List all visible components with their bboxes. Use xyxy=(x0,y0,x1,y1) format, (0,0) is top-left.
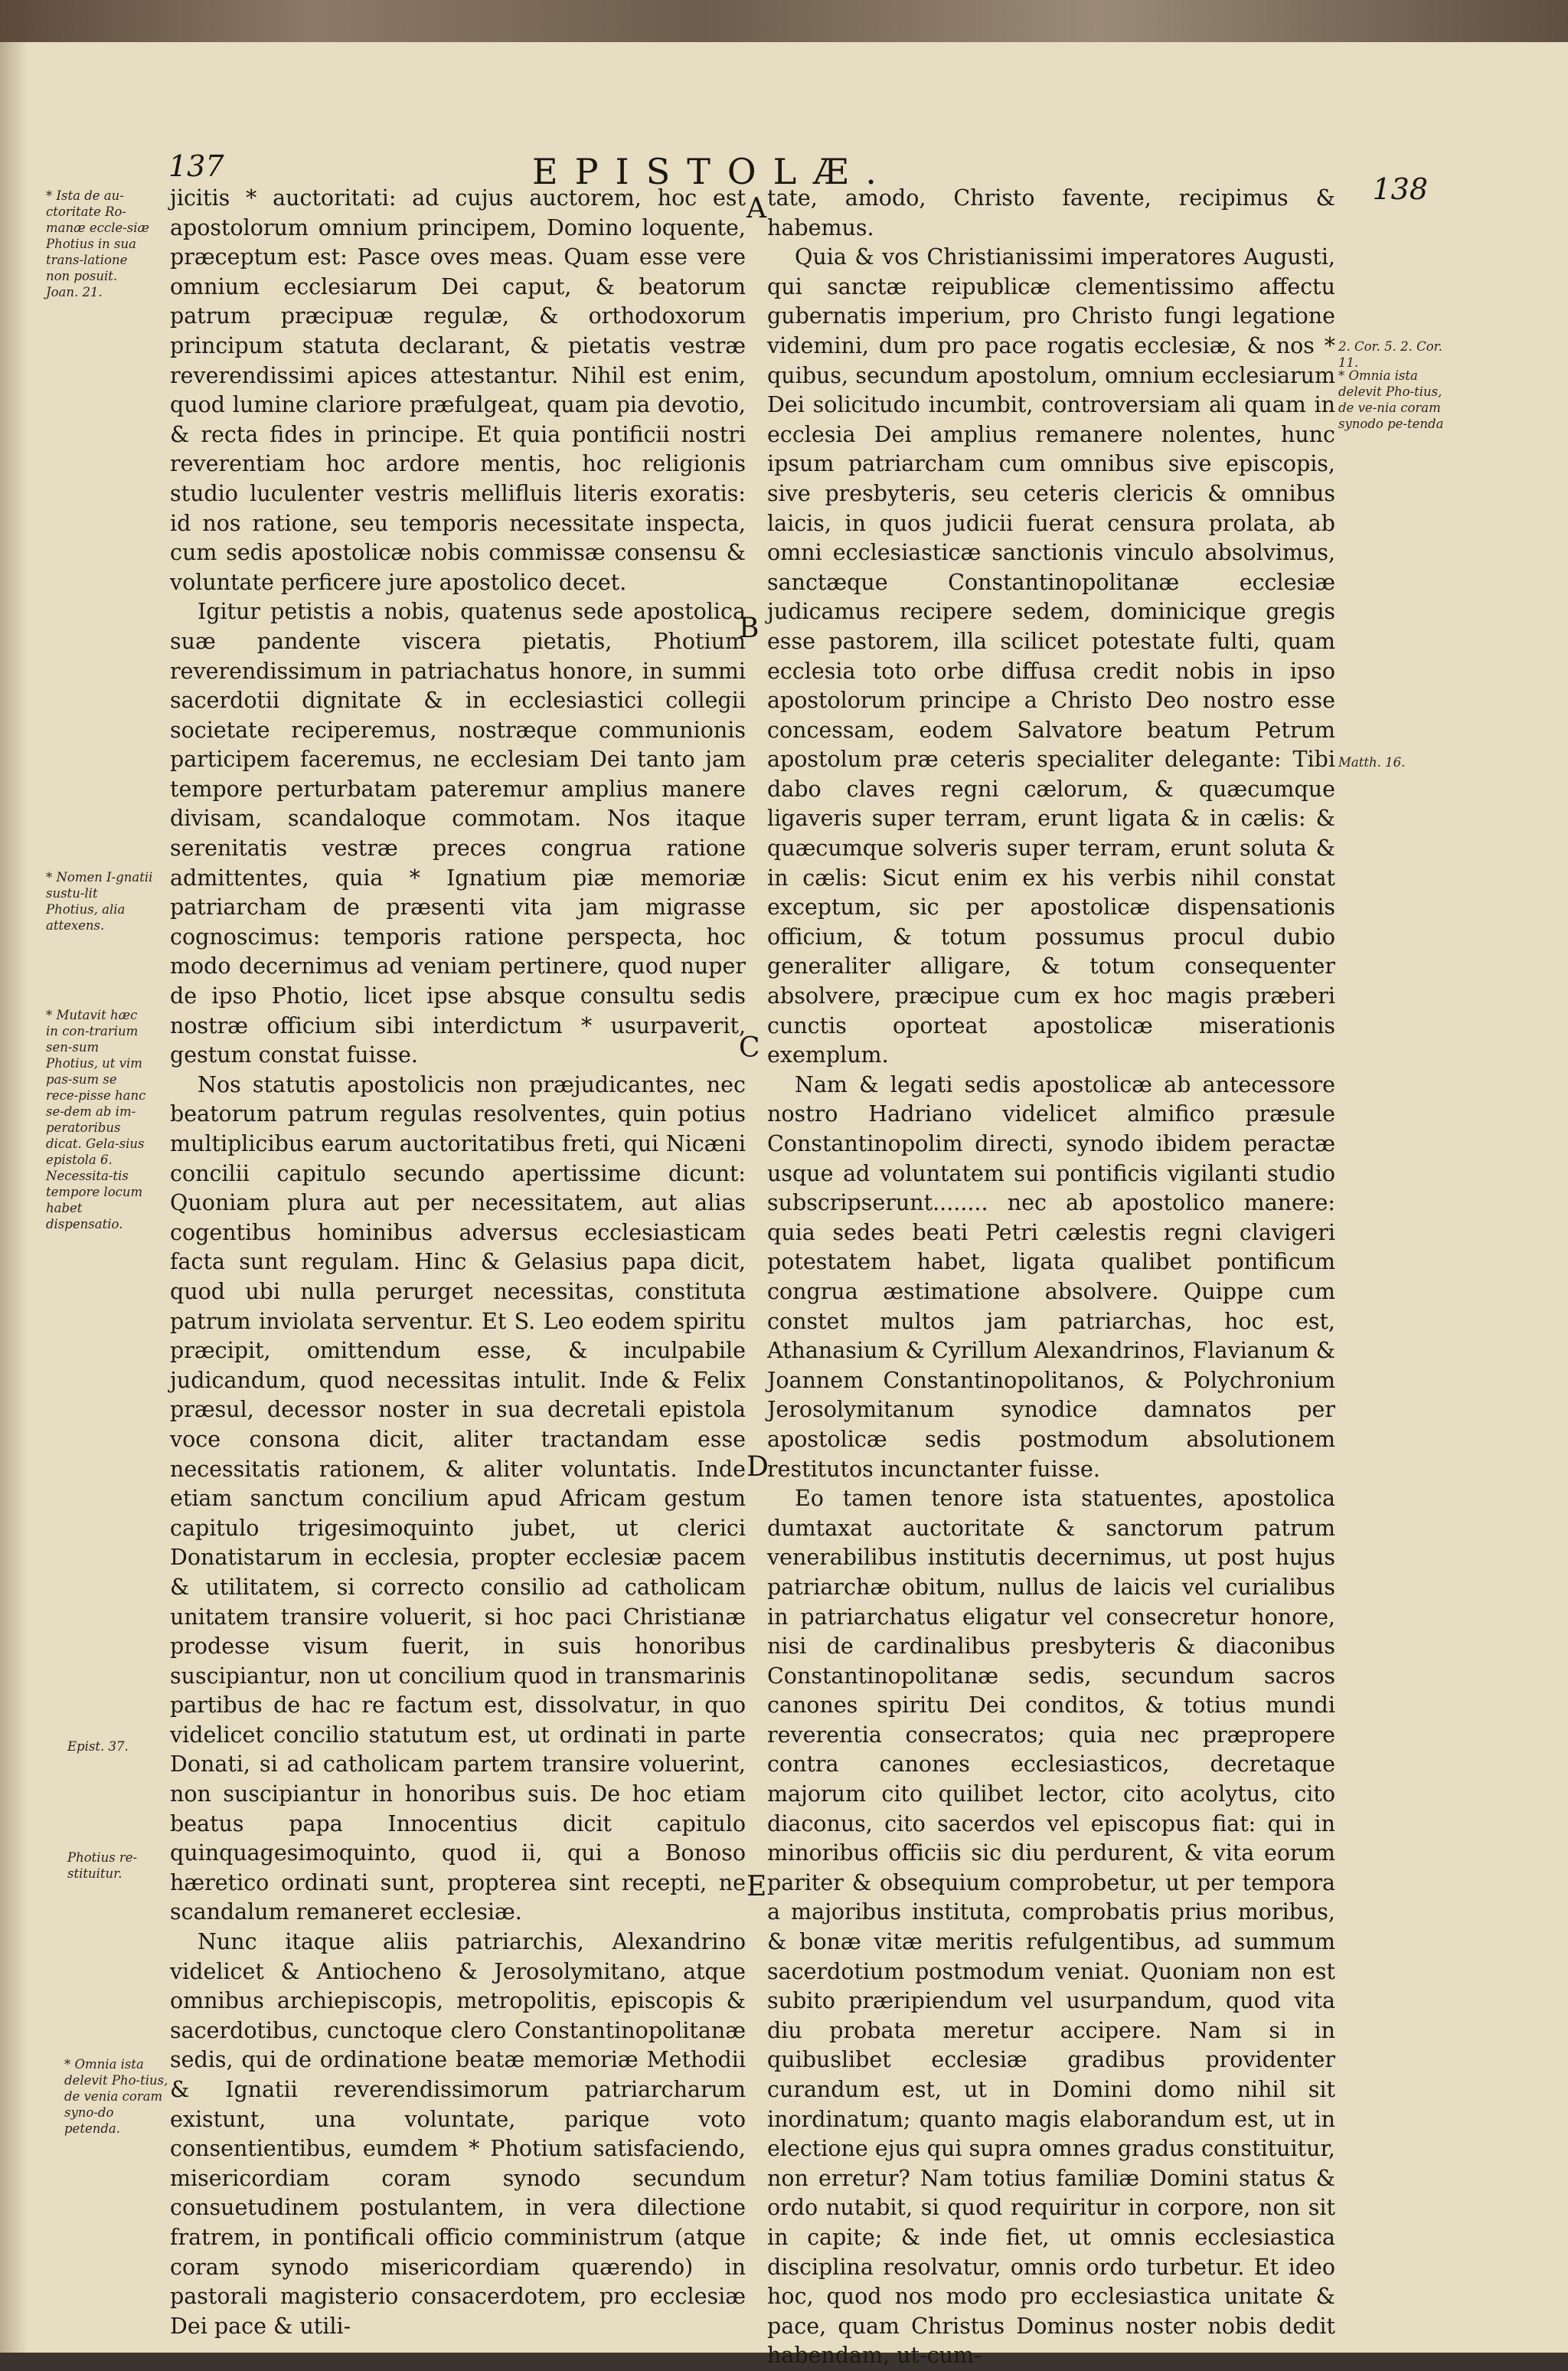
margin-note: * Omnia ista delevit Pho-tius, de venia coram syno-do petenda. xyxy=(64,2057,168,2136)
page-number-left: 137 xyxy=(168,149,224,183)
paragraph: tate, amodo, Christo favente, recipimus & habemus. xyxy=(767,185,1335,240)
paragraph: jicitis * auctoritati: ad cujus auctorem, hoc est apostolorum omnium principem, Domino loquente, præceptum est: Pasce oves meas. Quam esse vere omnium ecclesiarum Dei caput, & beatorum patrum præcipuæ regulæ, & orthodoxorum principum statuta declarant, & pietatis vestræ reverendissimi apices attestantur. Nihil est enim, quod lumine clariore præfulgeat, quam pia devotio, & recta fides in principe. Et quia pontificii nostri reverentiam hoc ardore mentis, hoc religionis studio luculenter vestris mellifluis literis exoratis: id nos ratione, seu temporis necessitate inspecta, cum sedis apostolicæ nobis commissæ consensu & voluntate perficere jure apostolico decet. xyxy=(170,185,746,595)
right-text-column xyxy=(767,184,1335,2371)
section-letter: C xyxy=(739,1032,760,1064)
section-letter: B xyxy=(739,613,760,644)
margin-note: * Nomen I-gnatii sustu-lit Photius, alia attexens. xyxy=(46,870,153,933)
paragraph: Nos statutis apostolicis non præjudicantes, nec beatorum patrum regulas resolventes, quin potius multiplicibus earum auctoritatibus freti, qui Nicæni concilii capitulo secundo apertissime dicunt: Quoniam plura aut per necessitatem, aut alias cogentibus hominibus adversus ecclesiasticam facta sunt regulam. Hinc & Gelasius papa dicit, quod ubi nulla perurget necessitas, constituta patrum inviolata serventur. Et S. Leo eodem spiritu præcipit, omittendum esse, & inculpabile judicandum, quod necessitas intulit. Inde & Felix præsul, decessor noster in sua decretali epistola voce consona dicit, aliter tractandam esse necessitatis rationem, & aliter voluntatis. Inde etiam sanctum concilium apud Africam gestum capitulo trigesimoquinto jubet, ut clerici Donatistarum in ecclesia, propter ecclesiæ pacem & utilitatem, si correcto consilio ad catholicam unitatem transire voluerit, si hoc paci Christianæ prodesse visum fuerit, in suis honoribus suscipiantur, non ut concilium quod in transmarinis partibus de hac re factum est, dissolvatur, in quo videlicet concilio statutum est, ut ordinati in parte Donati, si ad catholicam partem transire voluerint, non suscipiantur in honoribus suis. De hoc etiam beatus papa Innocentius dicit capitulo quinquagesimoquinto, quod ii, qui a Bonoso hæretico ordinati sunt, propterea sint recepti, ne scandalum remaneret ecclesiæ. xyxy=(170,1071,746,1925)
paragraph: Quia & vos Christianissimi imperatores Augusti, qui sanctæ reipublicæ clementissimo affectu gubernatis imperium, pro Christo fungi legatione videmini, dum pro pace rogatis ecclesiæ, & nos * quibus, secundum apostolum, omnium ecclesiarum Dei solicitudo incumbit, controversiam ali quam in ecclesia Dei amplius remanere nolentes, hunc ipsum patriarcham cum omnibus sive episcopis, sive presbyteris, seu ceteris clericis & omnibus laicis, in quos judicii fuerat censura prolata, ab omni ecclesiasticæ sanctionis vinculo absolvimus, sanctæque Constantinopolitanæ ecclesiæ judicamus recipere sedem, dominicique gregis esse pastorem, illa scilicet potestate fulti, quam ecclesia toto orbe diffusa credit nobis in ipso apostolorum principe a Christo Deo nostro esse concessam, eodem Salvatore beatum Petrum apostolum præ ceteris specialiter delegante: Tibi dabo claves regni cælorum, & quæcumque ligaveris super terram, erunt ligata & in cælis: & quæcumque solveris super terram, erunt soluta & in cælis: Sicut enim ex his verbis nihil constat exceptum, sic per apostolicæ dispensationis officium, & totum possumus procul dubio generaliter alligare, & totum consequenter absolvere, præcipue cum ex hoc magis præberi cunctis oporteat apostolicæ miserationis exemplum. xyxy=(767,244,1335,1068)
margin-note: Epist. 37. xyxy=(67,1739,129,1754)
margin-note: Photius re-stituitur. xyxy=(67,1850,138,1881)
section-letter: A xyxy=(746,193,766,224)
margin-note: * Omnia ista delevit Pho-tius, de ve-nia coram synodo pe-tenda xyxy=(1338,368,1444,431)
margin-note: * Ista de au-ctoritate Ro-manæ eccle-siæ Photius in sua trans-latione non posuit. Joan. 21. xyxy=(46,188,149,299)
margin-note: 2. Cor. 5. 2. Cor. 11. xyxy=(1338,339,1442,370)
section-letter: E xyxy=(746,1871,767,1902)
margin-note: * Mutavit hæc in con-trarium sen-sum Photius, ut vim pas-sum se rece-pisse hanc se-dem ab im-peratoribus dicat. Gela-sius epistola 6. Necessita-tis tempore locum habet dispensatio. xyxy=(46,1008,146,1231)
paragraph: Eo tamen tenore ista statuentes, apostolica dumtaxat auctoritate & sanctorum patrum venerabilibus institutis decernimus, ut post hujus patriarchæ obitum, nullus de laicis vel curialibus in patriarchatus eligatur vel consecretur honore, nisi de cardinalibus presbyteris & diaconibus Constantinopolitanæ sedis, secundum sacros canones spiritu Dei conditos, & totius mundi reverentia consecratos; quia nec præpropere contra canones ecclesiasticos, decretaque majorum cito quilibet lector, cito acolytus, cito diaconus, cito sacerdos vel episcopus fiat: qui in minoribus officiis sic diu perdurent, & vita eorum pariter & obsequium comprobetur, ut per tempora a majoribus instituta, comprobatis prius moribus, & bonæ vitæ meritis refulgentibus, ad summum sacerdotium postmodum veniat. Quoniam non est subito præripiendum vel usurpandum, quod vita diu probata meretur accipere. Nam si in quibuslibet ecclesiæ gradibus providenter curandum est, ut in Domini domo nihil sit inordinatum; quanto magis elaborandum est, ut in electione ejus qui supra omnes gradus constituitur, non erretur? Nam totius familiæ Domini status & ordo nutabit, si quod requiritur in corpore, non sit in capite; & inde fiet, ut omnis ecclesiastica disciplina resolvatur, omnis ordo turbetur. Et ideo hoc, quod nos modo pro ecclesiastica unitate & pace, quam Christus Dominus noster nobis dedit habendam, ut-cum- xyxy=(767,1486,1335,2369)
page-number-right: 138 xyxy=(1372,172,1428,206)
page-top-edge xyxy=(0,0,1568,42)
left-text-column xyxy=(170,184,746,2341)
paragraph: Nunc itaque aliis patriarchis, Alexandrino videlicet & Antiocheno & Jerosolymitano, atque omnibus archiepiscopis, metropolitis, episcopis & sacerdotibus, cunctoque clero Constantinopolitanæ sedis, qui de ordinatione beatæ memoriæ Methodii & Ignatii reverendissimorum patriarcharum existunt, una voluntate, parique voto consentientibus, eumdem * Photium satisfaciendo, misericordiam coram synodo secundum consuetudinem postulantem, in vera dilectione fratrem, in pontificali officio comministrum (atque coram synodo misericordiam quærendo) in pastorali magisterio consacerdotem, pro ecclesiæ Dei pace & utili- xyxy=(170,1929,746,2339)
paragraph: Igitur petistis a nobis, quatenus sede apostolica suæ pandente viscera pietatis, Photium reverendissimum in patriachatus honore, in summi sacerdotii dignitate & in ecclesiastici collegii societate reciperemus, nostræque communionis participem faceremus, ne ecclesiam Dei tanto jam tempore perturbatam pateremur amplius manere divisam, scandaloque commotam. Nos itaque serenitatis vestræ preces congrua ratione admittentes, quia * Ignatium piæ memoriæ patriarcham de præsenti vita jam migrasse cognoscimus: temporis ratione perspecta, hoc modo decernimus ad veniam pertinere, quod nuper de ipso Photio, licet ipse absque consultu sedis nostræ officium sibi interdictum * usurpaverit, gestum constat fuisse. xyxy=(170,599,746,1068)
margin-note: Matth. 16. xyxy=(1338,755,1406,770)
paragraph: Nam & legati sedis apostolicæ ab antecessore nostro Hadriano videlicet almifico præsule Constantinopolim directi, synodo ibidem peractæ usque ad voluntatem sui pontificis vigilanti studio subscripserunt........ nec ab apostolico manere: quia sedes beati Petri cælestis regni clavigeri potestatem habet, ligata qualibet pontificum congrua æstimatione absolvere. Quippe cum constet multos jam patriarchas, hoc est, Athanasium & Cyrillum Alexandrinos, Flavianum & Joannem Constantinopolitanos, & Polychronium Jerosolymitanum synodice damnatos per apostolicæ sedis postmodum absolutionem restitutos incunctanter fuisse. xyxy=(767,1071,1335,1482)
gutter-shadow xyxy=(0,42,28,2353)
running-title: EPISTOLÆ. xyxy=(532,151,893,192)
section-letter: D xyxy=(746,1451,769,1483)
